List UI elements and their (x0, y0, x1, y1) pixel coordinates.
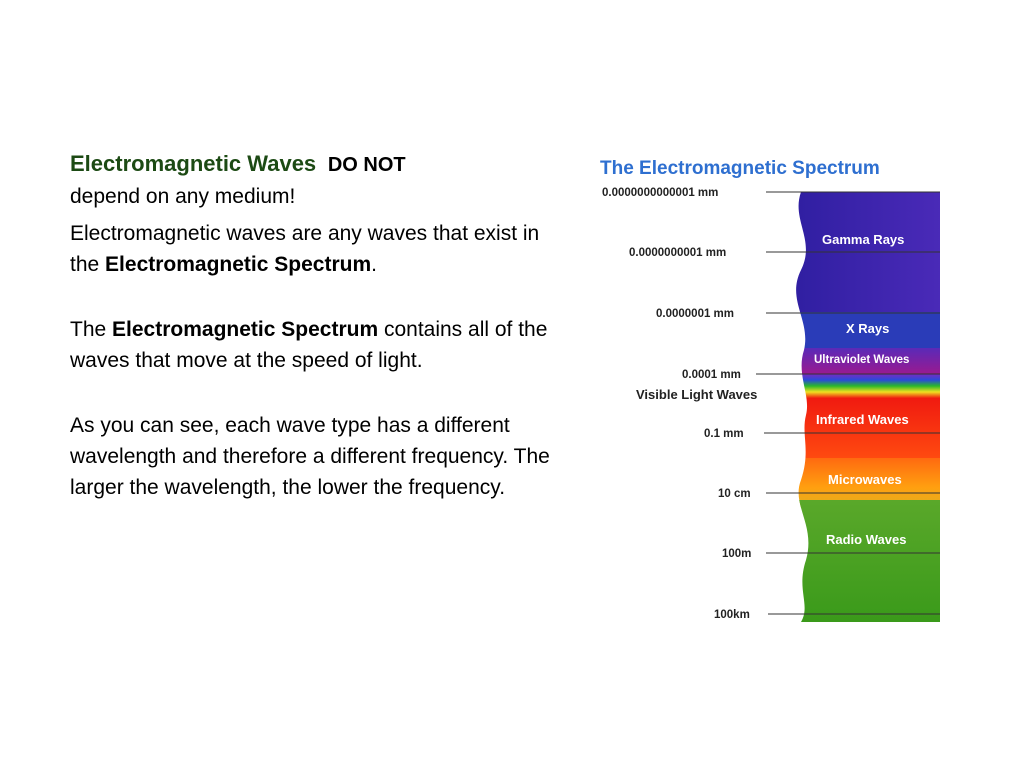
para3-end: contains all of the waves that move at the speed of light. (70, 318, 548, 372)
paragraph-wavelength: As you can see, each wave type has a different wavelength and therefore a different frequency. The larger the wavelength, the lower the frequency. (70, 414, 550, 499)
intro-paragraph (70, 148, 560, 212)
spectrum-svg (596, 150, 952, 622)
para2-start: Electromagnetic waves are any waves that exist in the (70, 222, 540, 276)
visible-band (786, 374, 942, 398)
slide-text (70, 148, 560, 503)
diagram-title: The Electromagnetic Spectrum (600, 158, 880, 179)
intro-rest: depend on any medium! (70, 185, 296, 208)
scale-label: 0.0001 mm (682, 369, 741, 381)
visible-light-label: Visible Light Waves (636, 387, 758, 402)
band-label-infrared: Infrared Waves (816, 412, 909, 427)
scale-labels (602, 187, 757, 621)
radio-band (786, 500, 942, 622)
scale-label: 100km (714, 609, 750, 621)
scale-label: 0.0000000001 mm (629, 247, 727, 259)
band-column (786, 192, 942, 622)
band-label-xray: X Rays (846, 321, 890, 336)
band-label-microwave: Microwaves (828, 472, 902, 487)
intro-heading: Electromagnetic Waves (70, 151, 317, 176)
para2-bold: Electromagnetic Spectrum (105, 253, 372, 276)
paragraph-definition (70, 218, 560, 280)
para3-start: The (70, 318, 107, 341)
em-spectrum-diagram (596, 150, 952, 622)
intro-emphasis: DO NOT (327, 154, 406, 176)
band-label-gamma: Gamma Rays (822, 232, 905, 247)
band-label-uv: Ultraviolet Waves (814, 354, 910, 366)
infrared-band (786, 398, 942, 458)
para3-bold: Electromagnetic Spectrum (112, 318, 379, 341)
paragraph-speed (70, 314, 560, 376)
scale-label: 0.0000001 mm (656, 308, 735, 320)
scale-label: 100m (722, 548, 752, 560)
scale-label: 10 cm (718, 488, 751, 500)
scale-label: 0.0000000000001 mm (602, 187, 719, 199)
band-label-radio: Radio Waves (826, 532, 907, 547)
scale-label: 0.1 mm (704, 428, 744, 440)
para2-end: . (371, 253, 377, 276)
